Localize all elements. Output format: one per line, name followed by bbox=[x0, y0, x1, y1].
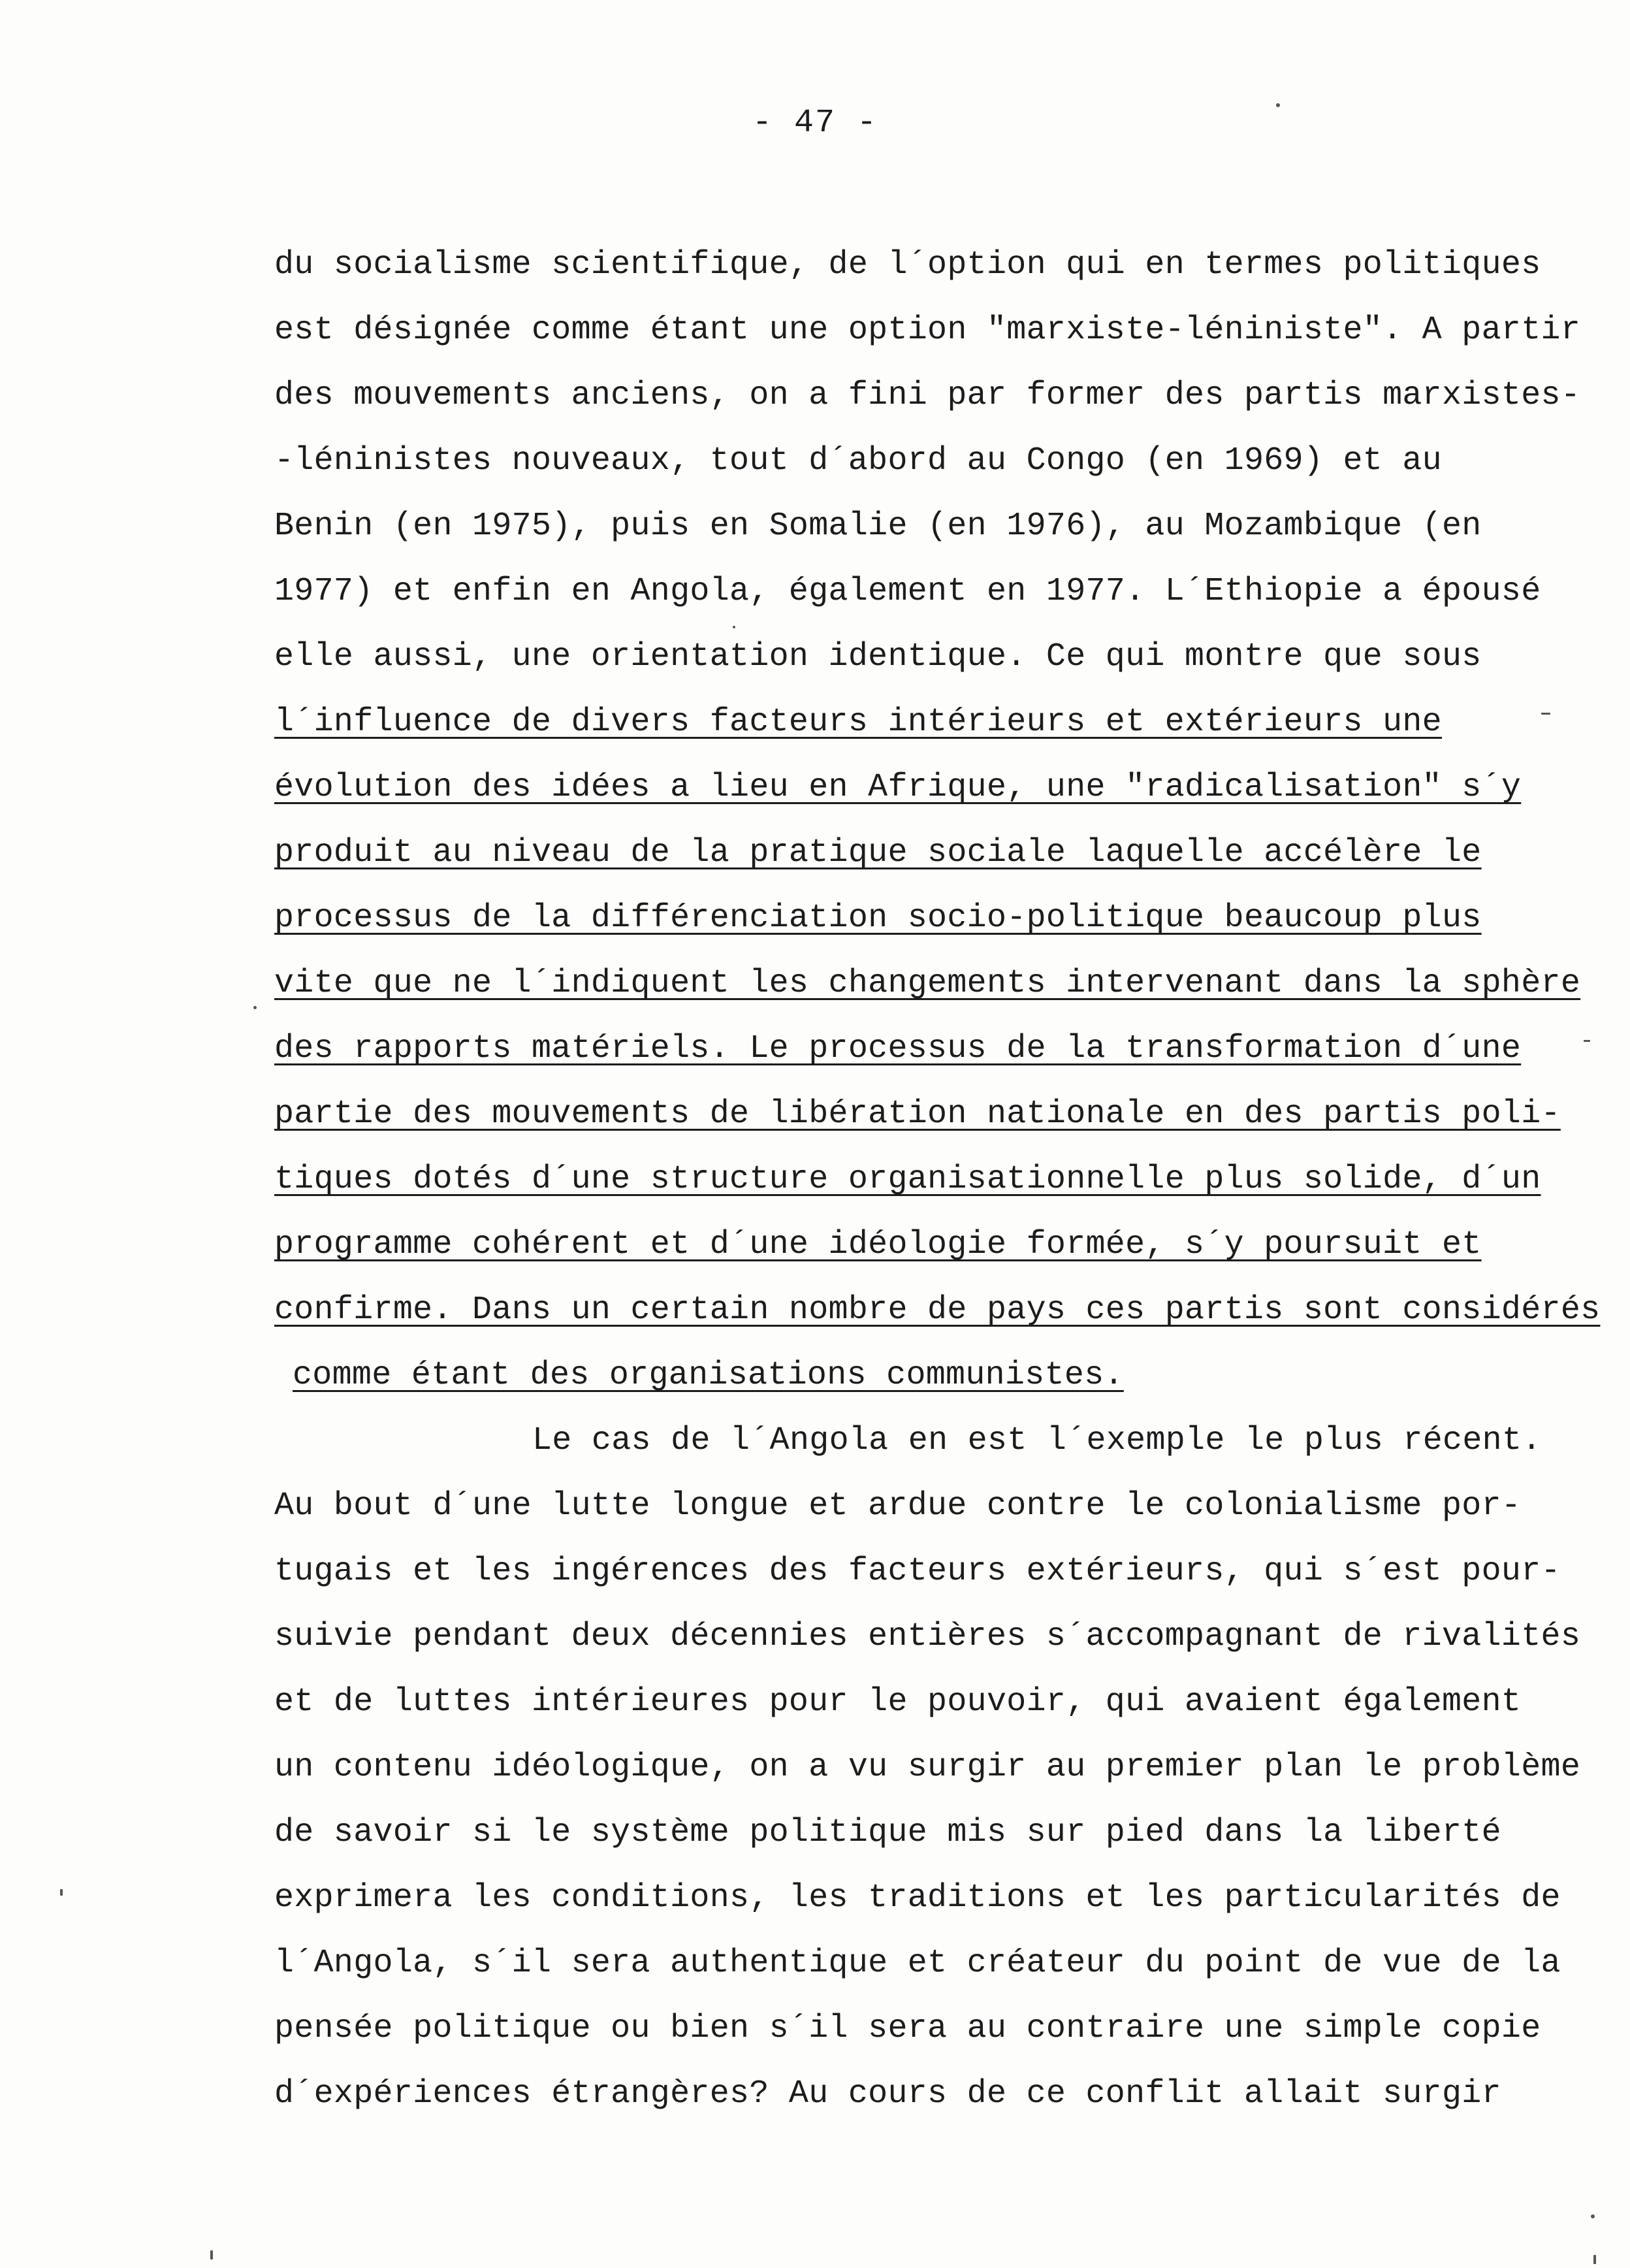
scan-speck bbox=[60, 1889, 63, 1896]
text-line: exprimera les conditions, les traditions et les particularités de bbox=[274, 1879, 1561, 1917]
text-line: l´Angola, s´il sera authentique et créateur du point de vue de la bbox=[274, 1945, 1561, 1982]
page-number: - 47 - bbox=[752, 105, 878, 142]
text-line: d´expériences étrangères? Au cours de ce conflit allait surgir bbox=[274, 2075, 1501, 2113]
text-line: pensée politique ou bien s´il sera au contraire une simple copie bbox=[274, 2010, 1541, 2047]
underlined-text-line: des rapports matériels. Le processus de la transformation d´une bbox=[274, 1030, 1522, 1067]
text-line: Benin (en 1975), puis en Somalie (en 1976), au Mozambique (en bbox=[274, 508, 1482, 545]
underlined-text-line: comme étant des organisations communistes. bbox=[293, 1357, 1124, 1394]
text-line: -léninistes nouveaux, tout d´abord au Congo (en 1969) et au bbox=[274, 442, 1442, 479]
text-line: de savoir si le système politique mis sur pied dans la liberté bbox=[274, 1814, 1501, 1851]
underlined-text-line: partie des mouvements de libération nationale en des partis poli- bbox=[274, 1095, 1561, 1133]
text-line: tugais et les ingérences des facteurs extérieurs, qui s´est pour- bbox=[274, 1553, 1561, 1590]
underlined-text-line: confirme. Dans un certain nombre de pays ces partis sont considérés bbox=[274, 1291, 1601, 1329]
paragraph-first-line: Le cas de l´Angola en est l´exemple le plus récent. bbox=[532, 1422, 1542, 1459]
scan-speck bbox=[1593, 2255, 1596, 2264]
scan-speck bbox=[253, 1006, 257, 1009]
scan-speck bbox=[1591, 2214, 1595, 2218]
underlined-text-line: tiques dotés d´une structure organisationnelle plus solide, d´un bbox=[274, 1161, 1541, 1198]
text-line: un contenu idéologique, on a vu surgir au premier plan le problème bbox=[274, 1749, 1581, 1786]
text-line: du socialisme scientifique, de l´option qui en termes politiques bbox=[274, 246, 1541, 284]
underlined-text-line: l´influence de divers facteurs intérieurs et extérieurs une bbox=[274, 704, 1442, 741]
scan-speck bbox=[1541, 713, 1550, 715]
underlined-text-line: évolution des idées a lieu en Afrique, une "radicalisation" s´y bbox=[274, 769, 1522, 806]
text-line: 1977) et enfin en Angola, également en 1977. L´Ethiopie a épousé bbox=[274, 573, 1541, 610]
underlined-text-line: processus de la différenciation socio-politique beaucoup plus bbox=[274, 899, 1482, 937]
underlined-text-line: programme cohérent et d´une idéologie formée, s´y poursuit et bbox=[274, 1226, 1482, 1263]
underlined-text-line: produit au niveau de la pratique sociale laquelle accélère le bbox=[274, 834, 1482, 871]
scan-speck bbox=[210, 2250, 213, 2260]
text-line: elle aussi, une orientation identique. Ce qui montre que sous bbox=[274, 638, 1482, 675]
text-line: Au bout d´une lutte longue et ardue contre le colonialisme por- bbox=[274, 1487, 1522, 1525]
text-line: des mouvements anciens, on a fini par former des partis marxistes- bbox=[274, 377, 1581, 414]
text-line: et de luttes intérieures pour le pouvoir, qui avaient également bbox=[274, 1683, 1522, 1721]
scan-speck bbox=[1584, 1040, 1590, 1042]
text-line: suivie pendant deux décennies entières s´accompagnant de rivalités bbox=[274, 1618, 1581, 1655]
text-line: est désignée comme étant une option "marxiste-léniniste". A partir bbox=[274, 312, 1581, 349]
scan-speck bbox=[733, 626, 735, 628]
scan-speck bbox=[1276, 103, 1280, 107]
underlined-text-line: vite que ne l´indiquent les changements intervenant dans la sphère bbox=[274, 965, 1581, 1002]
